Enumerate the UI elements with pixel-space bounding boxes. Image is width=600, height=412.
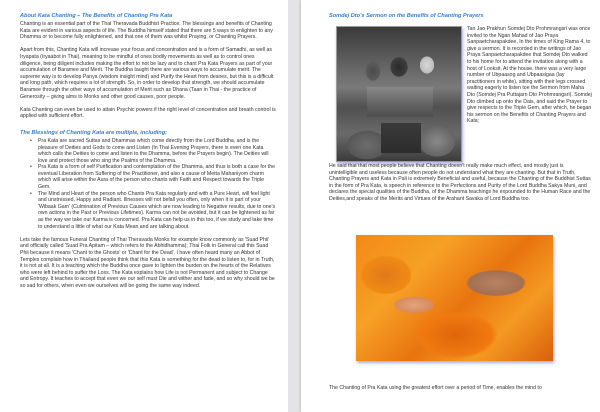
blessings-subheading: The Blessings of Chanting Kata are multiple, including; [20,129,168,136]
paragraph: Apart from this, Chanting Kata will increase your focus and concentration and is a form of Samadhi, as well as Iryapata (Iryaabot in Thai), meaning to be mindful of ones bodily movements as well as to control ones diligence, being diligent includes making the effort to not be lazy and to chant Pra Kata Prayers as part of your accumulation of Baramee and Merit. The Buddha taught there are various ways to accumulate merit. The supreme way is to develop Panya (wisdom insight mind) and Purify the Heart from desires, but this is a difficult and long path, which requires a lot of strength. So, in order to develop that strength, we should accumulate Baramee through the other ways of accumulation of Merit such as Dhana (Taan in Thai - the practice of Generosity – giving alms to Monks and other good causes, poor people. [20,47,274,100]
bullet-icon: • [30,190,32,197]
bullet-icon: • [30,164,32,171]
section-heading: Somdej Dto's Sermon on the Benefits of Chanting Prayers [329,13,484,19]
monk-altar-photo [336,26,462,162]
monk-hands-photo [356,235,553,361]
sermon-intro-text: Tan Jao Prakhun Somdej Dto Prohmrangsri was once invited to the Ngan Mahad of Jao Praya Sanpaetcharapakdee, In the times of King Rama 4, to give a sermon. It is recorded in the writings of Jao Praya Sanpaetcharapakdee that Somdej Dto walked to his home for to attend the invitation along with a host of Looksit. At the house, there was a very large number of Ubpaasog and Ubpaasigaa (lay practitioners in white), sitting with their legs crossed waiting eagerly to listen toe the Sermon from Maha Dto (Somdej Pra Puttajarn Dto Prohmrangsri). Somdej Dto climbed up onto the Dais, and said the Prayer to give respects to the Triple Gem, after which, he began his sermon on the Benefits of Chanting Prayers and Kata; [467,26,592,125]
blessings-list [20,138,276,230]
bullet-icon: • [30,137,32,144]
left-page [0,0,288,412]
left-page-content [20,13,276,296]
caption-text: The Chanting of Pra Kata using the greatest effort over a period of Time, enables the mind to [329,385,542,391]
paragraph: Chanting is an essential part of the Thai Theravada Buddhist Practice. The blessings and benefits of Chanting Kata are evident in various aspects of life. The Buddha himself stated that there are 5 ways to enlighten to any Dhamma or to become fully enlightened, and that one of them was whilst Praying, or Chanting Prayers. [20,21,273,41]
altar-shape [367,87,433,117]
page-gutter [288,0,301,412]
list-item: • Pra Kata are sacred Suttas and Dhammas which come directly from the Lord Buddha, and is the pleasure of Deities and Gods to come and Listen (In Thai Evening Prayers, there is even one Kata which calls the Deities to come and listen to the Dhamma, before the Prayers begin). The Deities will love and protect those who sing the Psalms of the Dhamma. [30,137,269,164]
paragraph: Lets take the famous Funeral Chanting of Thai Theravada Monks for example know commonly as 'Suad Phii' and officially called 'Suad Pra Apitam – which refers to the Abhidhamma); Thai Folk in General call this Suad Phii because it means 'Chant to the Ghosts' or 'Chant for the Dead'. I have often heard many an Abbot of Temples complain how in Thailand people think that this Kata is something for the dead to listen to, for in Truth, it is not at all. It is a teaching which the Buddha once gave to lighten the burden on the hearts of the Relatives who were left behind to suffer the Loss. The Kata explains how Life is not Permanent and subject to Change and Entropy. It teaches to accept that even we our self must Die and wither and fade, and so why should we be so sad for others, when even we ourselves will be going the same way indeed. [20,236,275,289]
list-item: • Pra Kata is a form of self Purification and contemplation of the Dhamma, and thus is both a case for the eventual Liberation from Suffering of the Practitioner, and also a cause of Metta Mahaniyom charm which will arise within the Aura of the person who chants with Faith and Respect towards the Triple Gem. [30,164,276,191]
sermon-body-text: He said that that most people believe that Chanting doesn't really make much effect, and mostly just is unintelligible and useless because often people do not understand what they are chanting. But that in Truth, Chanting Prayers and Kata in Pali is extremely Beneficial and useful, because the Chanting of the Buddhist Suttas in the form of Pra Kata, is speech in reference to the Perfections and Purity of the Lord Buddha Sakya Muni, and declares the special qualities of the Buddha, of the Dhamma teachings he expounded to the Human Race and the Deities,and speaks of the Merits and Virtues of the Arahant Savaka of Lord Buddha too. [329,163,591,202]
table-shape [381,123,421,153]
section-heading: About Kata Chanting – The Benefits of Chanting Pra Kata [20,13,173,19]
paragraph: Kata Chanting can even be used to attain Psychic powers if the right level of concentration and breath control is applied with sufficient effort. [20,106,276,120]
list-item: • The Mind and Heart of the person who Chants Pra Kata regularly and with a Pure Heart, will feel light and unstressed, Happy and Radiant. Illnesses will not befall you often, only when it is part of your 'Wibaak Gam' (Culmination of Previous Causes which are now leading to Negative results, due to one's own actions in the Past or Previous Lifetimes). Karma can not be avoided, but it can be lightened as far as the way we take our Karma is concerned. Pra Kata can help us in this too, if we study and take time to understand a little of what our Kata Mean and are talking about. [30,190,276,230]
